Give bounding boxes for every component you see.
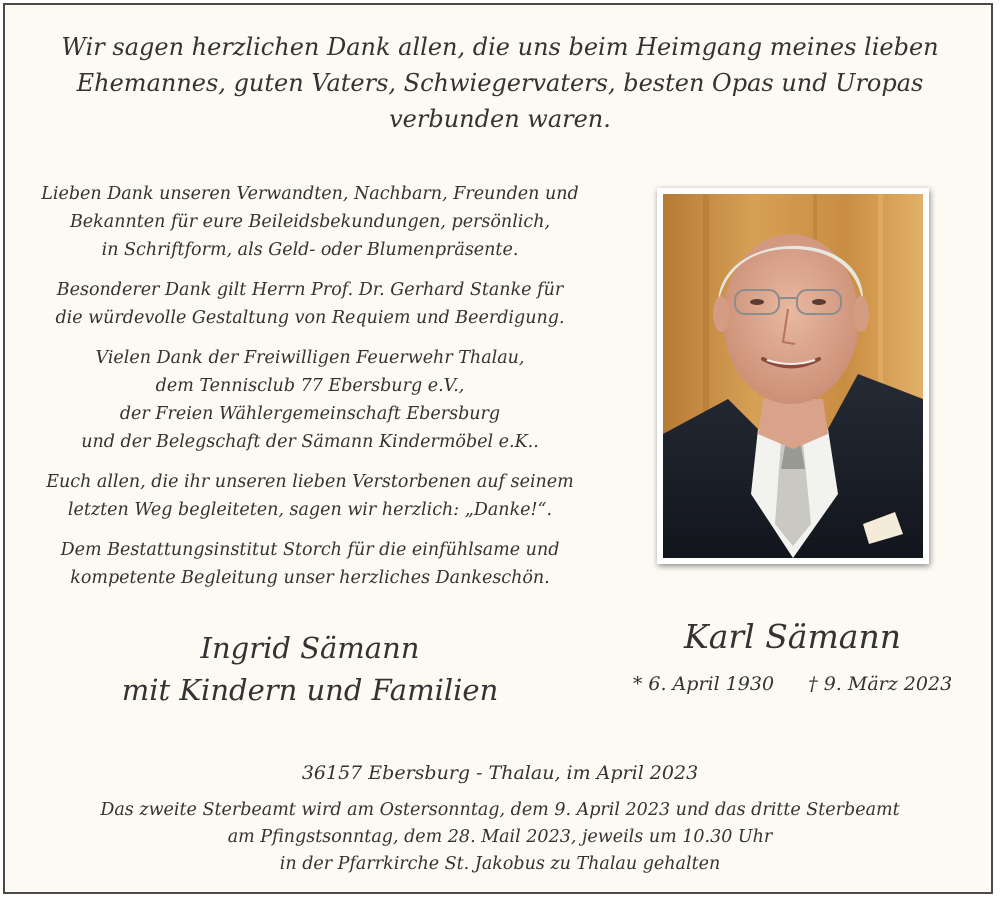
portrait-illustration [663, 194, 923, 558]
thanks-line: in Schriftform, als Geld- oder Blumenpräsente. [101, 240, 519, 260]
obituary-card [3, 3, 993, 894]
headline-line: Ehemannes, guten Vaters, Schwiegervaters, besten Opas und Uropas [76, 69, 924, 97]
thanks-line: Euch allen, die ihr unseren lieben Verstorbenen auf seinem [46, 472, 574, 492]
signers [65, 627, 555, 711]
thanks-paragraph [25, 344, 595, 456]
thanks-paragraph [25, 180, 595, 264]
birth-star-icon: * [632, 673, 643, 695]
place-and-date: 36157 Ebersburg - Thalau, im April 2023 [301, 762, 699, 784]
signer-family: mit Kindern und Familien [121, 673, 499, 707]
notice-line: in der Pfarrkirche St. Jakobus zu Thalau gehalten [279, 854, 721, 874]
thanks-line: Vielen Dank der Freiwilligen Feuerwehr Thalau, [95, 348, 525, 368]
thanks-paragraph [25, 536, 595, 592]
deceased-name: Karl Sämann [684, 617, 901, 656]
birth-date: 6. April 1930 [648, 673, 775, 695]
thanks-paragraph [25, 276, 595, 332]
mass-notice [45, 797, 955, 878]
thanks-line: der Freien Wählergemeinschaft Ebersburg [119, 404, 501, 424]
thanks-line: Lieben Dank unseren Verwandten, Nachbarn, Freunden und [41, 184, 579, 204]
portrait-photo [663, 194, 923, 558]
notice-line: Das zweite Sterbeamt wird am Ostersonntag, dem 9. April 2023 und das dritte Sterbeamt [100, 800, 900, 820]
thanks-line: Besonderer Dank gilt Herrn Prof. Dr. Gerhard Stanke für [56, 280, 564, 300]
thanks-line: dem Tennisclub 77 Ebersburg e.V., [155, 376, 465, 396]
thanks-line: die würdevolle Gestaltung von Requiem und Beerdigung. [55, 308, 565, 328]
thanks-line: und der Belegschaft der Sämann Kindermöbel e.K.. [81, 432, 539, 452]
death-date: 9. März 2023 [823, 673, 953, 695]
headline [45, 29, 955, 137]
thanks-paragraph [25, 468, 595, 524]
portrait-photo-frame [657, 188, 929, 564]
death-cross-icon: † [808, 673, 818, 695]
signer-name: Ingrid Sämann [200, 631, 420, 665]
thanks-line: Bekannten für eure Beileidsbekundungen, persönlich, [69, 212, 551, 232]
headline-line: verbunden waren. [389, 105, 611, 133]
notice-line: am Pfingstsonntag, dem 28. Mail 2023, jeweils um 10.30 Uhr [227, 827, 773, 847]
thanks-line: letzten Weg begleiteten, sagen wir herzlich: „Danke!“. [67, 500, 553, 520]
thanks-line: Dem Bestattungsinstitut Storch für die einfühlsame und [60, 540, 560, 560]
thanks-line: kompetente Begleitung unser herzliches Dankeschön. [70, 568, 550, 588]
headline-line: Wir sagen herzlichen Dank allen, die uns beim Heimgang meines lieben [61, 33, 939, 61]
thanks-text [25, 180, 595, 604]
life-dates [605, 670, 980, 698]
